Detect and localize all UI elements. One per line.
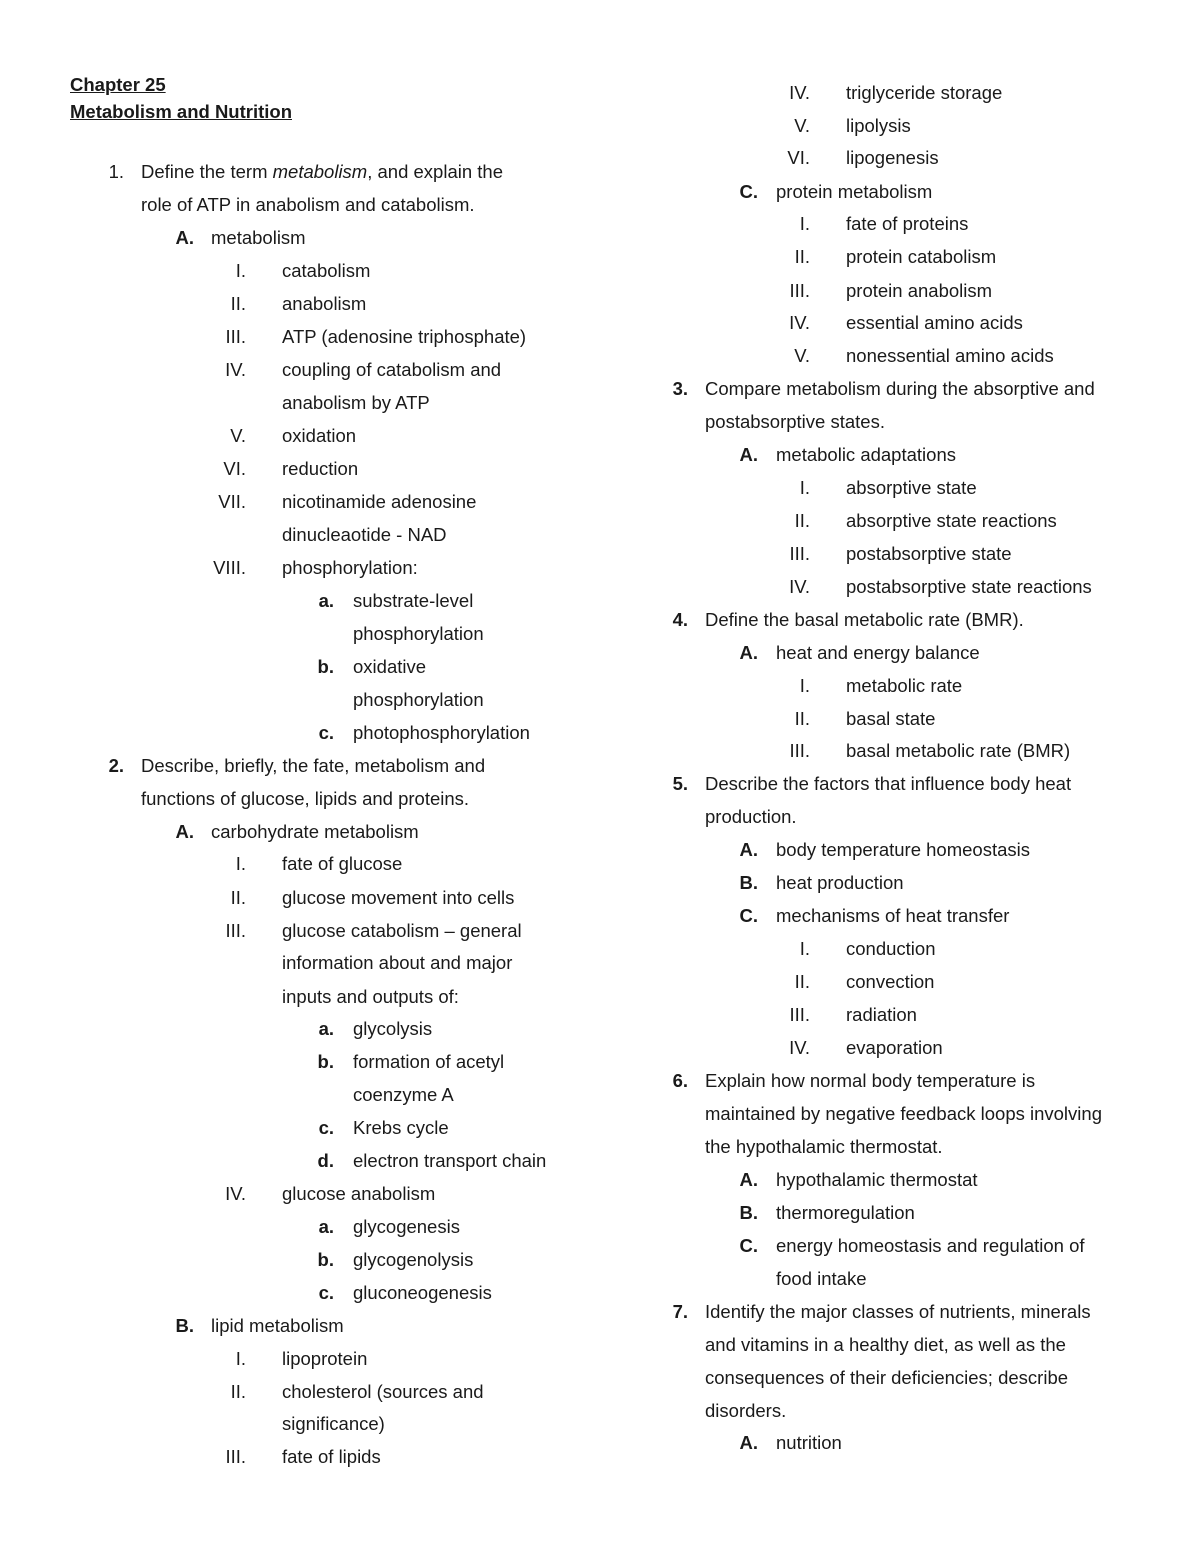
q3-number: 3. xyxy=(672,378,688,399)
q2-B-item-marker: II. xyxy=(230,1381,246,1402)
q5-B-label: heat production xyxy=(776,872,904,893)
q2-C-item-marker: I. xyxy=(799,213,810,234)
q1-sub: photophosphorylation xyxy=(353,722,530,743)
q5-B-marker: B. xyxy=(739,872,758,893)
q7-A-marker: A. xyxy=(739,1432,758,1453)
q2-A-item: glucose movement into cells xyxy=(282,887,515,908)
q1-text-line2: role of ATP in anabolism and catabolism. xyxy=(141,194,475,215)
q3-A-label: metabolic adaptations xyxy=(776,444,956,465)
q2-A-item-marker: III. xyxy=(225,920,246,941)
q3-item: postabsorptive state reactions xyxy=(846,576,1092,597)
q2-C-item: fate of proteins xyxy=(846,213,969,234)
q2-B-item-cont: significance) xyxy=(282,1413,385,1434)
q1-sub: substrate-level xyxy=(353,590,474,611)
q4-item: basal metabolic rate (BMR) xyxy=(846,740,1071,761)
q2-A-sub: Krebs cycle xyxy=(353,1117,449,1138)
q5-item-marker: I. xyxy=(799,938,810,959)
chapter-number: Chapter 25 xyxy=(70,74,166,95)
q3-item: absorptive state reactions xyxy=(846,510,1057,531)
q1-item-marker: VI. xyxy=(223,458,246,479)
q2-A-sub-marker: b. xyxy=(317,1051,334,1072)
q3-item: postabsorptive state xyxy=(846,543,1012,564)
q2-A-item-marker: II. xyxy=(230,887,246,908)
q1-item-marker: V. xyxy=(230,425,246,446)
q1-item-marker: I. xyxy=(235,260,246,281)
q2-C-item: protein catabolism xyxy=(846,246,997,267)
q5-item: radiation xyxy=(846,1004,917,1025)
q1-item: catabolism xyxy=(282,260,371,281)
chapter-title: Metabolism and Nutrition xyxy=(70,101,292,122)
q3-item-marker: II. xyxy=(794,510,810,531)
q1-sub: oxidative xyxy=(353,656,427,677)
q2-B-item-marker: I. xyxy=(235,1348,246,1369)
q2-A-iv-sub: glycogenolysis xyxy=(353,1249,474,1270)
q2-A-iv-sub-marker: c. xyxy=(318,1282,334,1303)
q5-C-label: mechanisms of heat transfer xyxy=(776,905,1010,926)
q2-A-item: glucose anabolism xyxy=(282,1183,436,1204)
q4-A-marker: A. xyxy=(739,642,758,663)
q1-item-marker: II. xyxy=(230,293,246,314)
q2-A-iv-sub-marker: a. xyxy=(318,1216,334,1237)
q1-item: coupling of catabolism and xyxy=(282,359,502,380)
q2-A-label: carbohydrate metabolism xyxy=(211,821,419,842)
q2-C-item-marker: IV. xyxy=(789,312,810,333)
q1-item: oxidation xyxy=(282,425,357,446)
q4-item-marker: I. xyxy=(799,675,810,696)
q4-item: basal state xyxy=(846,708,936,729)
q2-A-sub-cont: coenzyme A xyxy=(353,1084,454,1105)
q6-number: 6. xyxy=(672,1070,688,1091)
q6-text-line2: maintained by negative feedback loops involving xyxy=(705,1103,1102,1124)
q5-item: convection xyxy=(846,971,935,992)
q3-A-marker: A. xyxy=(739,444,758,465)
q2-A-iv-sub-marker: b. xyxy=(317,1249,334,1270)
q2-C-item: nonessential amino acids xyxy=(846,345,1054,366)
q1-sub-marker: a. xyxy=(318,590,334,611)
q6-A-label: hypothalamic thermostat xyxy=(776,1169,978,1190)
q6-C-label-cont: food intake xyxy=(776,1268,867,1289)
q5-item-marker: II. xyxy=(794,971,810,992)
q1-sub-marker: c. xyxy=(318,722,334,743)
q6-B-label: thermoregulation xyxy=(776,1202,915,1223)
q1-item-cont: anabolism by ATP xyxy=(282,392,430,413)
q2-A-item: fate of glucose xyxy=(282,853,403,874)
q6-C-label: energy homeostasis and regulation of xyxy=(776,1235,1085,1256)
q1-item-cont: dinucleaotide - NAD xyxy=(282,524,447,545)
q2-C-item: essential amino acids xyxy=(846,312,1023,333)
q2-B-item-marker: III. xyxy=(225,1446,246,1467)
q4-A-label: heat and energy balance xyxy=(776,642,980,663)
q3-text-line2: postabsorptive states. xyxy=(705,411,885,432)
q5-C-marker: C. xyxy=(739,905,758,926)
q6-A-marker: A. xyxy=(739,1169,758,1190)
q2-A-sub: formation of acetyl xyxy=(353,1051,505,1072)
q2-A-item: glucose catabolism – general xyxy=(282,920,522,941)
q2-B-item: fate of lipids xyxy=(282,1446,381,1467)
q7-text-line4: disorders. xyxy=(705,1400,787,1421)
q3-item: absorptive state xyxy=(846,477,977,498)
q2-A-iv-sub: glycogenesis xyxy=(353,1216,460,1237)
q4-item: metabolic rate xyxy=(846,675,963,696)
q1-item-marker: IV. xyxy=(225,359,246,380)
q2-B-item: cholesterol (sources and xyxy=(282,1381,484,1402)
q2-A-item-marker: IV. xyxy=(225,1183,246,1204)
q1-item-marker: VII. xyxy=(218,491,246,512)
q1-number: 1. xyxy=(108,161,124,182)
q2-B-item: lipoprotein xyxy=(282,1348,368,1369)
q6-B-marker: B. xyxy=(739,1202,758,1223)
q2-A-marker: A. xyxy=(175,821,194,842)
q7-number: 7. xyxy=(672,1301,688,1322)
q3-item-marker: IV. xyxy=(789,576,810,597)
q1-item: anabolism xyxy=(282,293,367,314)
q2-B-item-marker: VI. xyxy=(787,147,810,168)
q2-C-label: protein metabolism xyxy=(776,181,933,202)
q4-number: 4. xyxy=(672,609,688,630)
q1-A-marker: A. xyxy=(175,227,194,248)
q2-A-sub: glycolysis xyxy=(353,1018,433,1039)
q2-B-item: lipolysis xyxy=(846,115,911,136)
q2-A-sub-marker: c. xyxy=(318,1117,334,1138)
q1-sub-cont: phosphorylation xyxy=(353,623,484,644)
q2-C-item-marker: II. xyxy=(794,246,810,267)
q2-B-item: triglyceride storage xyxy=(846,82,1003,103)
q2-A-iv-sub: gluconeogenesis xyxy=(353,1282,492,1303)
q2-A-item-cont: inputs and outputs of: xyxy=(282,986,459,1007)
q2-C-item-marker: V. xyxy=(794,345,810,366)
q1-item: ATP (adenosine triphosphate) xyxy=(282,326,527,347)
q7-text-line1: Identify the major classes of nutrients, minerals xyxy=(705,1301,1091,1322)
q2-B-item: lipogenesis xyxy=(846,147,939,168)
q5-text-line1: Describe the factors that influence body heat xyxy=(705,773,1072,794)
q5-A-label: body temperature homeostasis xyxy=(776,839,1030,860)
q2-A-item-marker: I. xyxy=(235,853,246,874)
q5-item-marker: IV. xyxy=(789,1037,810,1058)
q1-item: nicotinamide adenosine xyxy=(282,491,477,512)
q2-C-item-marker: III. xyxy=(789,280,810,301)
q1-A-label: metabolism xyxy=(211,227,306,248)
q1-item-marker: VIII. xyxy=(213,557,246,578)
q2-A-sub-marker: d. xyxy=(317,1150,334,1171)
q2-A-sub-marker: a. xyxy=(318,1018,334,1039)
q2-B-item-marker: IV. xyxy=(789,82,810,103)
q1-sub-cont: phosphorylation xyxy=(353,689,484,710)
q7-text-line2: and vitamins in a healthy diet, as well as the xyxy=(705,1334,1066,1355)
q2-C-item: protein anabolism xyxy=(846,280,993,301)
q4-item-marker: II. xyxy=(794,708,810,729)
q7-A-label: nutrition xyxy=(776,1432,842,1453)
q6-text-line1: Explain how normal body temperature is xyxy=(705,1070,1036,1091)
q1-item: phosphorylation: xyxy=(282,557,418,578)
q5-A-marker: A. xyxy=(739,839,758,860)
q1-text-line1: Define the term metabolism, and explain the xyxy=(141,161,503,182)
q5-number: 5. xyxy=(672,773,688,794)
q5-text-line2: production. xyxy=(705,806,797,827)
q4-item-marker: III. xyxy=(789,740,810,761)
q2-B-label: lipid metabolism xyxy=(211,1315,344,1336)
q1-item-marker: III. xyxy=(225,326,246,347)
q2-B-item-marker: V. xyxy=(794,115,810,136)
q2-text-line2: functions of glucose, lipids and proteins. xyxy=(141,788,470,809)
q6-text-line3: the hypothalamic thermostat. xyxy=(705,1136,943,1157)
q3-item-marker: III. xyxy=(789,543,810,564)
q5-item: evaporation xyxy=(846,1037,943,1058)
q5-item: conduction xyxy=(846,938,936,959)
q3-item-marker: I. xyxy=(799,477,810,498)
q1-sub-marker: b. xyxy=(317,656,334,677)
q5-item-marker: III. xyxy=(789,1004,810,1025)
q2-A-sub: electron transport chain xyxy=(353,1150,547,1171)
q1-item: reduction xyxy=(282,458,359,479)
q7-text-line3: consequences of their deficiencies; describe xyxy=(705,1367,1069,1388)
q4-text-line1: Define the basal metabolic rate (BMR). xyxy=(705,609,1024,630)
q2-B-marker: B. xyxy=(175,1315,194,1336)
q6-C-marker: C. xyxy=(739,1235,758,1256)
q3-text-line1: Compare metabolism during the absorptive and xyxy=(705,378,1095,399)
q2-C-marker: C. xyxy=(739,181,758,202)
q2-number: 2. xyxy=(108,755,124,776)
q2-A-item-cont: information about and major xyxy=(282,952,513,973)
q2-text-line1: Describe, briefly, the fate, metabolism and xyxy=(141,755,486,776)
